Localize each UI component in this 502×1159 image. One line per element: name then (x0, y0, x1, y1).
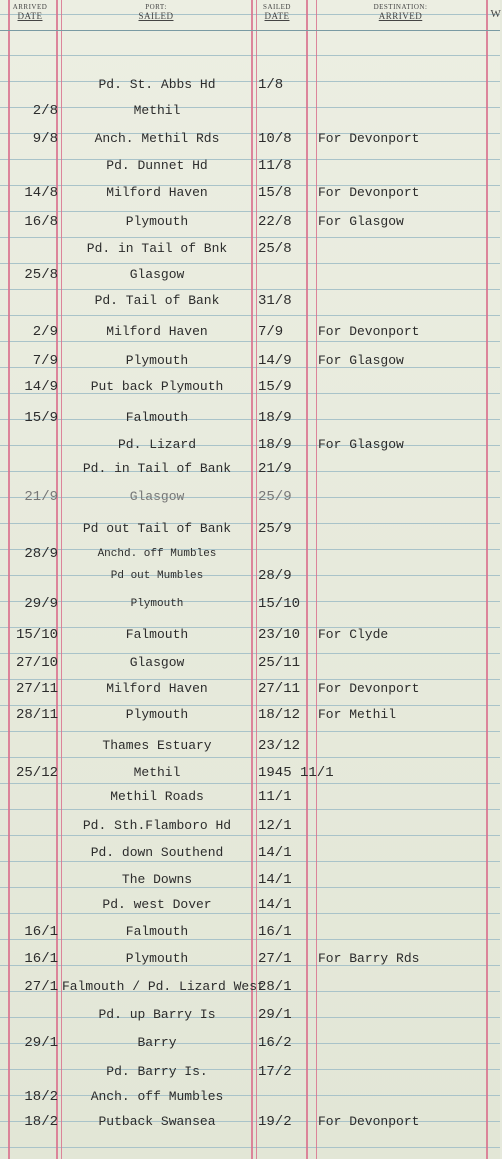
port-sailed-cell: Pd. in Tail of Bnk (86, 241, 228, 256)
sailed-date-cell: 25/11 (258, 655, 301, 671)
sailed-date-cell: 14/1 (258, 872, 292, 888)
port-sailed-cell: Pd out Mumbles (110, 570, 204, 582)
sailed-date-cell: 31/8 (258, 293, 292, 309)
destination-cell: For Methil (318, 707, 397, 722)
port-sailed-cell: Putback Swansea (98, 1114, 216, 1129)
sailed-date-cell: 14/1 (258, 897, 292, 913)
ledger-row (0, 1034, 500, 1058)
arrived-date-cell: 29/9 (24, 596, 58, 612)
sailed-date-cell: 29/1 (258, 1007, 292, 1023)
arrived-date-cell: 7/9 (32, 353, 58, 369)
arrived-date-cell: 14/8 (24, 185, 58, 201)
port-sailed-cell: Plymouth (125, 951, 189, 966)
sailed-date-cell: 28/1 (258, 979, 292, 995)
arrived-date-cell: 25/12 (15, 765, 58, 781)
ledger-row (0, 706, 500, 730)
sailed-date-cell: 25/8 (258, 241, 292, 257)
port-sailed-cell: Pd. Barry Is. (106, 1064, 208, 1079)
sailed-date-cell: 23/12 (258, 738, 301, 754)
header-rule (0, 30, 500, 31)
ledger-row (0, 130, 500, 154)
sailed-date-cell: 28/9 (258, 568, 292, 584)
sailed-date-cell: 21/9 (258, 461, 292, 477)
ledger-row (0, 488, 500, 512)
port-sailed-cell: Plymouth (125, 214, 189, 229)
ledger-row (0, 76, 500, 100)
arrived-date-cell: 9/8 (32, 131, 58, 147)
ledger-row (0, 817, 500, 841)
port-sailed-cell: Plymouth (125, 707, 189, 722)
ledger-row (0, 567, 500, 591)
destination-cell: For Devonport (318, 1114, 420, 1129)
arrived-date-cell: 29/1 (24, 1035, 58, 1051)
ledger-row (0, 460, 500, 484)
ledger-row (0, 157, 500, 181)
ledger-row (0, 520, 500, 544)
arrived-date-cell: 27/11 (15, 681, 58, 697)
sailed-date-cell: 25/9 (258, 521, 292, 537)
ledger-row (0, 266, 500, 290)
sailed-date-cell: 19/2 (258, 1114, 292, 1130)
port-sailed-cell: Pd. in Tail of Bank (82, 461, 232, 476)
ledger-row (0, 737, 500, 761)
port-sailed-cell: Falmouth (125, 627, 189, 642)
arrived-date-cell: 21/9 (24, 489, 58, 505)
sailed-date-cell: 10/8 (258, 131, 292, 147)
sailed-date-cell: 15/10 (258, 596, 301, 612)
sailed-date-cell: 11/8 (258, 158, 292, 174)
port-sailed-cell: Glasgow (129, 267, 185, 282)
port-sailed-cell: Falmouth (125, 410, 189, 425)
sailed-date-cell: 17/2 (258, 1064, 292, 1080)
destination-cell: For Devonport (318, 185, 420, 200)
ledger-row (0, 923, 500, 947)
sailed-date-cell: 18/12 (258, 707, 301, 723)
destination-cell: For Devonport (318, 131, 420, 146)
port-sailed-cell: Pd. Dunnet Hd (106, 158, 208, 173)
ledger-row (0, 950, 500, 974)
port-sailed-cell: Pd. down Southend (90, 845, 224, 860)
ledger-row (0, 844, 500, 868)
ledger-row (0, 323, 500, 347)
port-sailed-cell: Pd. up Barry Is (98, 1007, 216, 1022)
sailed-date-cell: 14/1 (258, 845, 292, 861)
arrived-date-cell: 28/9 (24, 546, 58, 562)
sailed-date-cell: 18/9 (258, 437, 292, 453)
ledger-row (0, 871, 500, 895)
sailed-date-cell: 23/10 (258, 627, 301, 643)
sailed-date-cell: 25/9 (258, 489, 292, 505)
arrived-date-cell: 18/2 (24, 1114, 58, 1130)
port-sailed-cell: Glasgow (129, 655, 185, 670)
ledger-row (0, 764, 500, 788)
sailed-date-cell: 1/8 (258, 77, 284, 93)
arrived-date-cell: 16/1 (24, 951, 58, 967)
arrived-date-cell: 28/11 (15, 707, 58, 723)
arrived-date-cell: 16/1 (24, 924, 58, 940)
port-sailed-cell: Methil (133, 103, 181, 118)
header-sailed-top: SAILED (263, 3, 291, 11)
ledger-row (0, 545, 500, 569)
port-sailed-cell: Pd. Lizard (117, 437, 196, 452)
header-sailed-date (252, 3, 302, 22)
port-sailed-cell: Glasgow (129, 489, 185, 504)
port-sailed-cell: Milford Haven (106, 324, 208, 339)
ledger-row (0, 1113, 500, 1137)
header-sailed-date-label: DATE (264, 11, 290, 21)
header-port-label: PORT: (145, 3, 167, 11)
port-sailed-cell: Pd. St. Abbs Hd (98, 77, 216, 92)
ledger-row (0, 1088, 500, 1112)
sailed-date-cell: 27/1 (258, 951, 292, 967)
port-sailed-cell: Milford Haven (106, 185, 208, 200)
ledger-row (0, 680, 500, 704)
ledger-row (0, 213, 500, 237)
port-sailed-cell: Methil (133, 765, 181, 780)
sailed-date-cell: 11/1 (258, 789, 292, 805)
port-sailed-cell: Plymouth (130, 598, 184, 610)
sailed-date-cell: 15/8 (258, 185, 292, 201)
header-arrived-date (0, 3, 60, 22)
port-sailed-cell: Pd. Tail of Bank (94, 293, 220, 308)
ledger-row (0, 896, 500, 920)
arrived-date-cell: 2/8 (32, 103, 58, 119)
ledger-row (0, 240, 500, 264)
ledger-row (0, 352, 500, 376)
sailed-date-cell: 27/11 (258, 681, 301, 697)
ledger-row (0, 409, 500, 433)
ledger-row (0, 595, 500, 619)
header-date-label: DATE (17, 11, 43, 21)
arrived-date-cell: 2/9 (32, 324, 58, 340)
header-destination-arrived (318, 3, 483, 22)
arrived-date-cell: 16/8 (24, 214, 58, 230)
port-sailed-cell: Anch. Methil Rds (94, 131, 220, 146)
header-edge-letter: W (490, 8, 502, 20)
ledger-row (0, 654, 500, 678)
ledger-row (0, 1006, 500, 1030)
destination-cell: For Clyde (318, 627, 389, 642)
sailed-date-cell: 7/9 (258, 324, 284, 340)
port-sailed-cell: Pd. Sth.Flamboro Hd (82, 818, 232, 833)
ledger-row (0, 436, 500, 460)
header-sailed-label: SAILED (138, 11, 174, 21)
ledger-row (0, 1063, 500, 1087)
destination-cell: For Glasgow (318, 353, 404, 368)
ledger-row (0, 292, 500, 316)
destination-cell: For Devonport (318, 681, 420, 696)
ledger-row (0, 378, 500, 402)
ledger-row (0, 626, 500, 650)
port-sailed-cell: Milford Haven (106, 681, 208, 696)
sailed-date-cell: 14/9 (258, 353, 292, 369)
arrived-date-cell: 15/9 (24, 410, 58, 426)
sailed-date-cell: 12/1 (258, 818, 292, 834)
port-sailed-cell: Plymouth (125, 353, 189, 368)
arrived-date-cell: 25/8 (24, 267, 58, 283)
header-port-sailed (62, 3, 250, 22)
destination-cell: For Glasgow (318, 437, 404, 452)
sailed-date-cell: 16/2 (258, 1035, 292, 1051)
port-sailed-cell: Thames Estuary (102, 738, 212, 753)
destination-cell: For Barry Rds (318, 951, 420, 966)
arrived-date-cell: 27/10 (15, 655, 58, 671)
header-destination-label: DESTINATION: (373, 3, 428, 11)
destination-cell: For Devonport (318, 324, 420, 339)
port-sailed-cell: Methil Roads (110, 789, 204, 804)
sailed-date-cell: 22/8 (258, 214, 292, 230)
arrived-date-cell: 18/2 (24, 1089, 58, 1105)
port-sailed-cell: Anch. off Mumbles (90, 1089, 224, 1104)
arrived-date-cell: 14/9 (24, 379, 58, 395)
header-dest-arrived-label: ARRIVED (378, 11, 423, 21)
ledger-row (0, 102, 500, 126)
header-arrived-label: ARRIVED (12, 3, 48, 11)
ledger-row (0, 788, 500, 812)
port-sailed-cell: Pd out Tail of Bank (82, 521, 232, 536)
sailed-date-cell: 16/1 (258, 924, 292, 940)
port-sailed-cell: Falmouth (125, 924, 189, 939)
port-sailed-cell: The Downs (121, 872, 193, 887)
ledger-row (0, 184, 500, 208)
sailed-date-cell: 15/9 (258, 379, 292, 395)
port-sailed-cell: Pd. west Dover (102, 897, 212, 912)
destination-cell: For Glasgow (318, 214, 404, 229)
port-sailed-cell: Put back Plymouth (90, 379, 224, 394)
arrived-date-cell: 15/10 (15, 627, 58, 643)
port-sailed-cell: Falmouth / Pd. Lizard West (62, 979, 265, 994)
ledger-row (0, 978, 500, 1002)
sailed-date-cell: 1945 11/1 (258, 765, 334, 781)
port-sailed-cell: Anchd. off Mumbles (97, 548, 217, 560)
arrived-date-cell: 27/1 (24, 979, 58, 995)
sailed-date-cell: 18/9 (258, 410, 292, 426)
port-sailed-cell: Barry (137, 1035, 177, 1050)
